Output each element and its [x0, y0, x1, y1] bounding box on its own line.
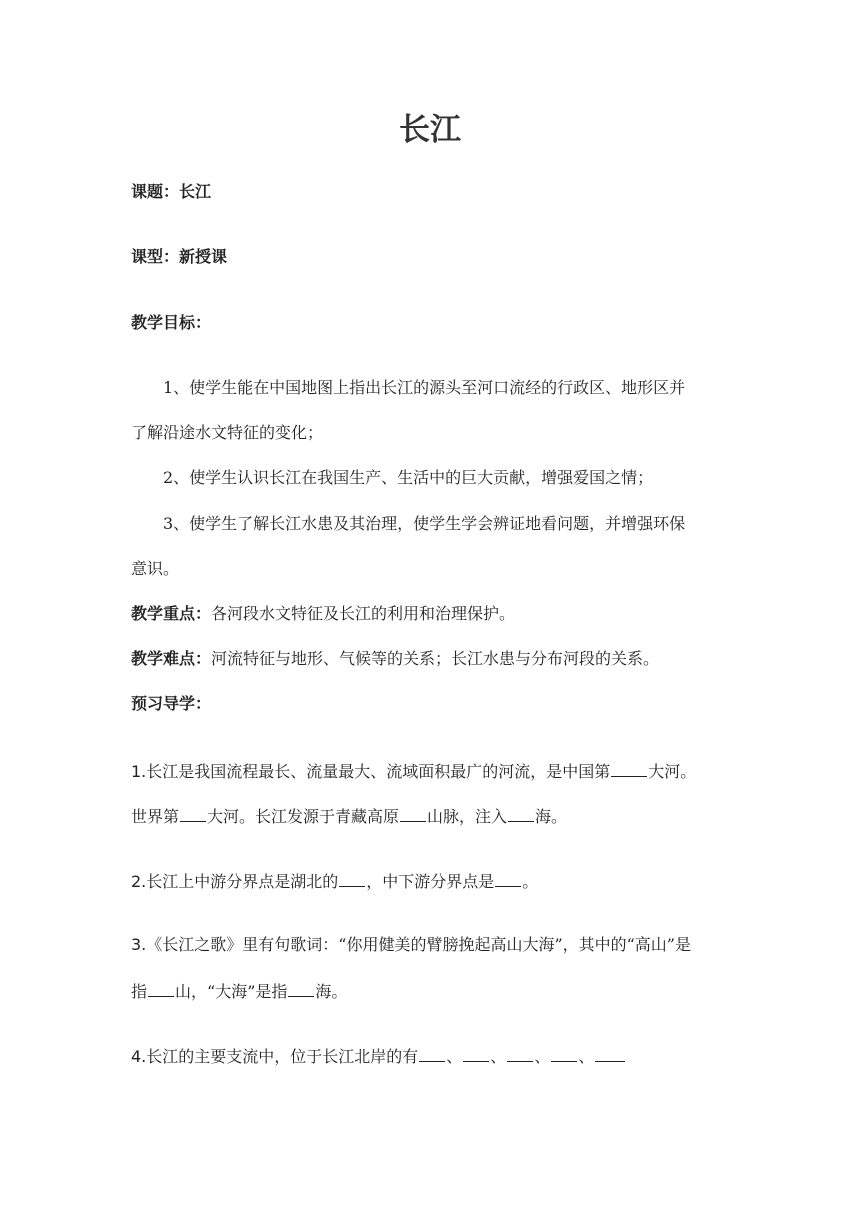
- goal-line: 意识。: [131, 559, 180, 578]
- question-2-line: [131, 870, 538, 893]
- answer-blank[interactable]: [180, 805, 206, 822]
- goals-label: 教学目标：: [131, 313, 212, 332]
- difficult-point-label: 教学难点：: [131, 649, 212, 668]
- separator: 、: [446, 1047, 463, 1066]
- topic-label: 课题：: [131, 182, 180, 201]
- answer-blank[interactable]: [551, 1045, 577, 1062]
- key-point-line: [131, 603, 515, 625]
- question-number: 4.: [131, 1047, 147, 1066]
- answer-blank[interactable]: [507, 1045, 533, 1062]
- answer-blank[interactable]: [339, 870, 365, 887]
- separator: 、: [578, 1047, 595, 1066]
- question-text: 世界第: [131, 807, 180, 826]
- goals-heading: [131, 312, 211, 334]
- answer-blank[interactable]: [463, 1045, 489, 1062]
- topic-line: [131, 181, 211, 203]
- question-4-line: [131, 1045, 626, 1068]
- question-1-line-2: [131, 805, 567, 828]
- type-label: 课型：: [131, 247, 180, 266]
- question-number: 3.: [131, 935, 147, 954]
- question-text: 山，“大海”是指: [175, 982, 288, 1001]
- question-text: 大河。: [648, 762, 697, 781]
- answer-blank[interactable]: [419, 1045, 445, 1062]
- difficult-point-text: 河流特征与地形、气候等的关系；长江水患与分布河段的关系。: [211, 649, 660, 668]
- preview-heading: [131, 693, 211, 715]
- key-point-label: 教学重点：: [131, 604, 212, 623]
- topic-value: 长江: [179, 182, 212, 201]
- difficult-point-line: [131, 648, 659, 670]
- answer-blank[interactable]: [508, 805, 534, 822]
- answer-blank[interactable]: [148, 980, 174, 997]
- question-text: 长江上中游分界点是湖北的: [146, 872, 339, 891]
- question-text: 长江的主要支流中，位于长江北岸的有: [146, 1047, 419, 1066]
- separator: 、: [534, 1047, 551, 1066]
- question-text: ，中下游分界点是: [366, 872, 495, 891]
- question-text: 大河。长江发源于青藏高原: [207, 807, 400, 826]
- question-3-line-2: [131, 980, 347, 1003]
- separator: 、: [490, 1047, 507, 1066]
- type-line: [131, 246, 227, 268]
- question-text: 长江是我国流程最长、流量最大、流域面积最广的河流，是中国第: [146, 762, 611, 781]
- goal-line: 了解沿途水文特征的变化；: [131, 423, 324, 442]
- preview-label: 预习导学：: [131, 694, 212, 713]
- question-text: 。: [522, 872, 539, 891]
- answer-blank[interactable]: [400, 805, 426, 822]
- goal-line: 2、使学生认识长江在我国生产、生活中的巨大贡献，增强爱国之情；: [163, 468, 654, 487]
- question-number: 2.: [131, 872, 147, 891]
- answer-blank[interactable]: [495, 870, 521, 887]
- question-text: 海。: [315, 982, 348, 1001]
- question-text: 指: [131, 982, 148, 1001]
- question-text: 《长江之歌》里有句歌词：“你用健美的臂膀挽起高山大海”，其中的“高山”是: [146, 935, 691, 954]
- answer-blank[interactable]: [595, 1045, 625, 1062]
- question-text: 海。: [535, 807, 568, 826]
- goal-line: 3、使学生了解长江水患及其治理，使学生学会辨证地看问题，并增强环保: [163, 514, 686, 533]
- answer-blank[interactable]: [611, 760, 647, 777]
- answer-blank[interactable]: [288, 980, 314, 997]
- question-number: 1.: [131, 762, 147, 781]
- question-3-line-1: [131, 934, 691, 956]
- question-text: 山脉，注入: [427, 807, 508, 826]
- goal-line: 1、使学生能在中国地图上指出长江的源头至河口流经的行政区、地形区并: [163, 378, 686, 397]
- document-title: 长江: [399, 112, 461, 148]
- question-1-line-1: [131, 760, 696, 783]
- type-value: 新授课: [179, 247, 228, 266]
- key-point-text: 各河段水文特征及长江的利用和治理保护。: [211, 604, 516, 623]
